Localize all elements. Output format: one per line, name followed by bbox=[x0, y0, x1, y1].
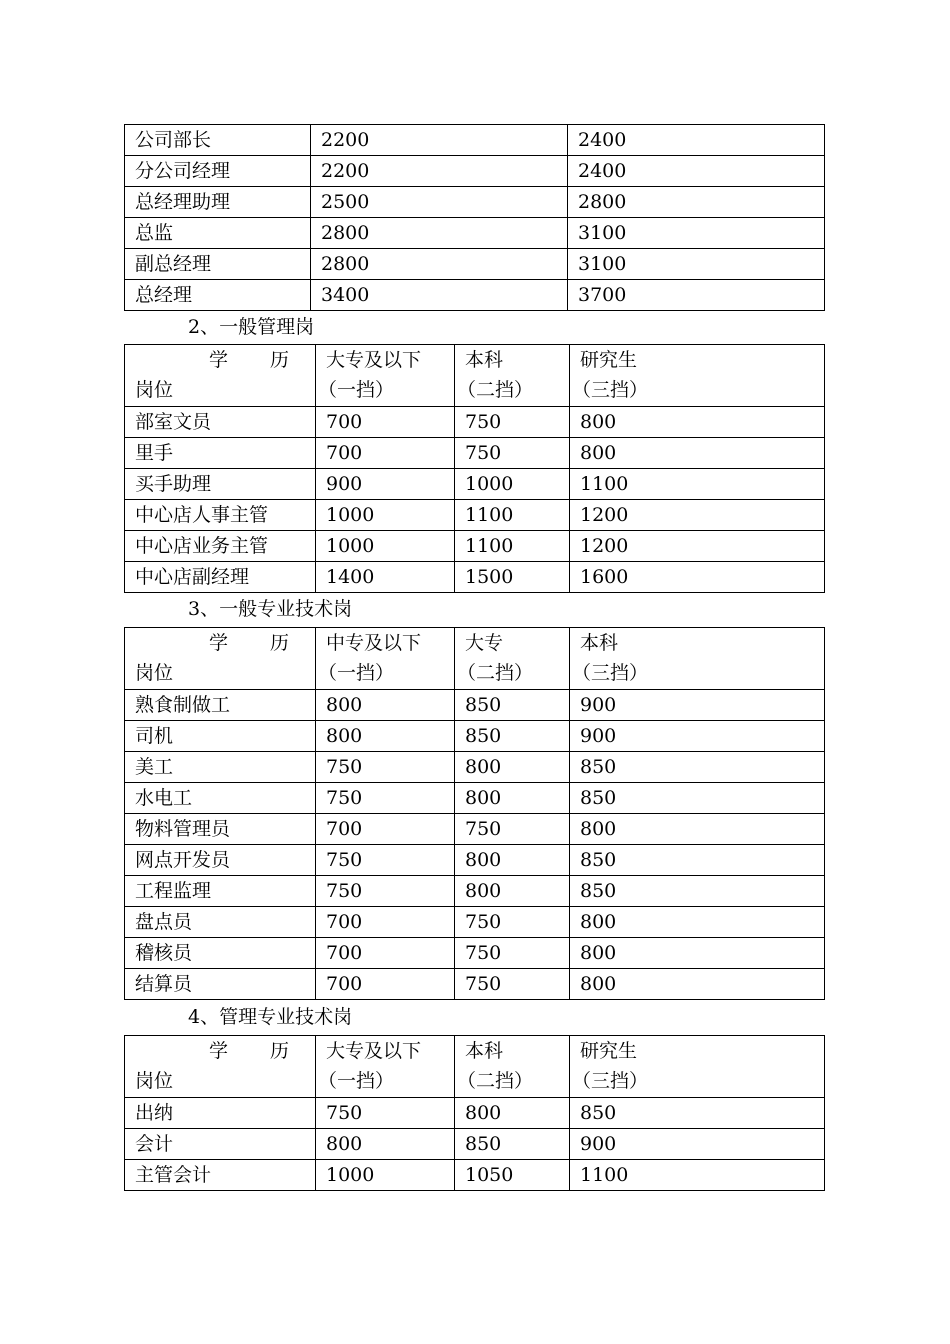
position-label: 岗位 bbox=[135, 1070, 174, 1092]
position-cell: 工程监理 bbox=[125, 876, 316, 907]
salary-cell: 1000 bbox=[316, 500, 455, 531]
table-row bbox=[125, 814, 825, 845]
salary-cell: 700 bbox=[316, 438, 455, 469]
column-header-tier-1 bbox=[316, 345, 455, 407]
salary-cell: 900 bbox=[570, 721, 825, 752]
table-row bbox=[125, 531, 825, 562]
salary-cell: 750 bbox=[455, 938, 570, 969]
salary-cell: 1100 bbox=[455, 531, 570, 562]
salary-cell: 850 bbox=[570, 1098, 825, 1129]
position-cell: 司机 bbox=[125, 721, 316, 752]
salary-cell: 2200 bbox=[311, 125, 568, 156]
position-cell: 总经理助理 bbox=[125, 187, 311, 218]
salary-cell: 850 bbox=[455, 1129, 570, 1160]
salary-cell: 1200 bbox=[570, 500, 825, 531]
salary-cell: 800 bbox=[570, 907, 825, 938]
table-row bbox=[125, 500, 825, 531]
table-header-row bbox=[125, 1036, 825, 1098]
salary-cell: 1050 bbox=[455, 1160, 570, 1191]
education-label: 学 历 bbox=[208, 1040, 307, 1062]
section-heading-general-management: 2、一般管理岗 bbox=[188, 316, 315, 338]
salary-cell: 1100 bbox=[455, 500, 570, 531]
salary-cell: 750 bbox=[455, 438, 570, 469]
column-header-tier: （二挡） bbox=[457, 1070, 534, 1092]
column-header-tier: （二挡） bbox=[457, 379, 534, 401]
salary-cell: 1600 bbox=[570, 562, 825, 593]
column-header-tier-2 bbox=[455, 345, 570, 407]
salary-cell: 800 bbox=[455, 876, 570, 907]
salary-cell: 800 bbox=[455, 845, 570, 876]
position-cell: 水电工 bbox=[125, 783, 316, 814]
position-cell: 总监 bbox=[125, 218, 311, 249]
position-cell: 结算员 bbox=[125, 969, 316, 1000]
column-header-tier: （三挡） bbox=[572, 379, 649, 401]
salary-cell: 800 bbox=[455, 752, 570, 783]
position-cell: 总经理 bbox=[125, 280, 311, 311]
column-header-tier-3 bbox=[570, 1036, 825, 1098]
salary-cell: 850 bbox=[455, 721, 570, 752]
salary-cell: 1400 bbox=[316, 562, 455, 593]
column-header-label: 本科 bbox=[465, 1040, 504, 1062]
salary-cell: 2800 bbox=[568, 187, 825, 218]
position-cell: 稽核员 bbox=[125, 938, 316, 969]
table-row bbox=[125, 469, 825, 500]
salary-cell: 800 bbox=[570, 438, 825, 469]
position-cell: 部室文员 bbox=[125, 407, 316, 438]
table-body bbox=[125, 345, 825, 593]
salary-cell: 1100 bbox=[570, 469, 825, 500]
table-row bbox=[125, 438, 825, 469]
column-header-tier: （一挡） bbox=[318, 662, 395, 684]
salary-cell: 750 bbox=[316, 752, 455, 783]
salary-cell: 700 bbox=[316, 407, 455, 438]
position-cell: 公司部长 bbox=[125, 125, 311, 156]
table-row bbox=[125, 249, 825, 280]
salary-cell: 800 bbox=[316, 721, 455, 752]
salary-cell: 700 bbox=[316, 969, 455, 1000]
column-header-tier-1 bbox=[316, 628, 455, 690]
column-header-label: 中专及以下 bbox=[326, 632, 422, 654]
table-row bbox=[125, 783, 825, 814]
salary-cell: 1000 bbox=[316, 531, 455, 562]
education-label: 学 历 bbox=[208, 349, 307, 371]
table-row bbox=[125, 721, 825, 752]
salary-cell: 900 bbox=[570, 1129, 825, 1160]
column-header-label: 大专及以下 bbox=[326, 349, 422, 371]
salary-cell: 3700 bbox=[568, 280, 825, 311]
salary-cell: 800 bbox=[570, 814, 825, 845]
section-heading-general-technical: 3、一般专业技术岗 bbox=[188, 598, 353, 620]
salary-cell: 850 bbox=[570, 876, 825, 907]
salary-cell: 800 bbox=[316, 690, 455, 721]
column-header-tier-2 bbox=[455, 628, 570, 690]
salary-cell: 800 bbox=[316, 1129, 455, 1160]
position-cell: 里手 bbox=[125, 438, 316, 469]
salary-cell: 2200 bbox=[311, 156, 568, 187]
position-cell: 美工 bbox=[125, 752, 316, 783]
position-cell: 中心店副经理 bbox=[125, 562, 316, 593]
table-row bbox=[125, 1098, 825, 1129]
table-row bbox=[125, 752, 825, 783]
column-header-label: 大专 bbox=[465, 632, 504, 654]
position-label: 岗位 bbox=[135, 379, 174, 401]
position-cell: 中心店业务主管 bbox=[125, 531, 316, 562]
column-header-tier-2 bbox=[455, 1036, 570, 1098]
table-row bbox=[125, 187, 825, 218]
position-cell: 中心店人事主管 bbox=[125, 500, 316, 531]
salary-cell: 850 bbox=[455, 690, 570, 721]
position-label: 岗位 bbox=[135, 662, 174, 684]
column-header-tier: （一挡） bbox=[318, 1070, 395, 1092]
position-cell: 买手助理 bbox=[125, 469, 316, 500]
salary-cell: 1500 bbox=[455, 562, 570, 593]
salary-cell: 1200 bbox=[570, 531, 825, 562]
salary-cell: 2800 bbox=[311, 249, 568, 280]
salary-cell: 3100 bbox=[568, 249, 825, 280]
salary-cell: 3400 bbox=[311, 280, 568, 311]
salary-cell: 750 bbox=[316, 783, 455, 814]
column-header-tier: （一挡） bbox=[318, 379, 395, 401]
position-cell: 盘点员 bbox=[125, 907, 316, 938]
salary-cell: 2800 bbox=[311, 218, 568, 249]
salary-cell: 750 bbox=[455, 907, 570, 938]
table-body bbox=[125, 125, 825, 311]
table-row bbox=[125, 969, 825, 1000]
table-body bbox=[125, 628, 825, 1000]
position-cell: 熟食制做工 bbox=[125, 690, 316, 721]
position-cell: 副总经理 bbox=[125, 249, 311, 280]
column-header-tier: （二挡） bbox=[457, 662, 534, 684]
table-header-row bbox=[125, 628, 825, 690]
salary-cell: 800 bbox=[570, 969, 825, 1000]
salary-cell: 850 bbox=[570, 783, 825, 814]
salary-cell: 750 bbox=[316, 1098, 455, 1129]
salary-cell: 800 bbox=[570, 407, 825, 438]
salary-table-general-technical bbox=[124, 627, 825, 1000]
salary-cell: 3100 bbox=[568, 218, 825, 249]
column-header-label: 本科 bbox=[465, 349, 504, 371]
salary-cell: 850 bbox=[570, 752, 825, 783]
salary-cell: 800 bbox=[570, 938, 825, 969]
salary-cell: 800 bbox=[455, 783, 570, 814]
salary-cell: 700 bbox=[316, 907, 455, 938]
table-row bbox=[125, 280, 825, 311]
table-row bbox=[125, 690, 825, 721]
salary-table-general-management bbox=[124, 344, 825, 593]
salary-cell: 1000 bbox=[316, 1160, 455, 1191]
salary-cell: 700 bbox=[316, 938, 455, 969]
salary-cell: 800 bbox=[455, 1098, 570, 1129]
table-header-row bbox=[125, 345, 825, 407]
salary-cell: 700 bbox=[316, 814, 455, 845]
salary-cell: 750 bbox=[316, 845, 455, 876]
table-row bbox=[125, 1160, 825, 1191]
salary-cell: 850 bbox=[570, 845, 825, 876]
table-row bbox=[125, 407, 825, 438]
table-row bbox=[125, 938, 825, 969]
position-cell: 会计 bbox=[125, 1129, 316, 1160]
salary-cell: 750 bbox=[455, 814, 570, 845]
salary-cell: 750 bbox=[316, 876, 455, 907]
column-header-tier: （三挡） bbox=[572, 662, 649, 684]
table-row bbox=[125, 156, 825, 187]
table-row bbox=[125, 845, 825, 876]
salary-cell: 900 bbox=[570, 690, 825, 721]
column-header-tier-3 bbox=[570, 345, 825, 407]
column-header-tier: （三挡） bbox=[572, 1070, 649, 1092]
salary-cell: 900 bbox=[316, 469, 455, 500]
column-header-tier-3 bbox=[570, 628, 825, 690]
section-heading-management-technical: 4、管理专业技术岗 bbox=[188, 1006, 353, 1028]
position-cell: 分公司经理 bbox=[125, 156, 311, 187]
salary-cell: 2400 bbox=[568, 125, 825, 156]
header-corner-cell bbox=[125, 345, 316, 407]
column-header-tier-1 bbox=[316, 1036, 455, 1098]
position-cell: 网点开发员 bbox=[125, 845, 316, 876]
salary-table-senior-management bbox=[124, 124, 825, 311]
table-body bbox=[125, 1036, 825, 1191]
salary-cell: 2500 bbox=[311, 187, 568, 218]
position-cell: 主管会计 bbox=[125, 1160, 316, 1191]
salary-cell: 1000 bbox=[455, 469, 570, 500]
header-corner-cell bbox=[125, 1036, 316, 1098]
table-row bbox=[125, 1129, 825, 1160]
salary-cell: 2400 bbox=[568, 156, 825, 187]
salary-table-management-technical bbox=[124, 1035, 825, 1191]
position-cell: 出纳 bbox=[125, 1098, 316, 1129]
column-header-label: 研究生 bbox=[580, 349, 638, 371]
column-header-label: 本科 bbox=[580, 632, 619, 654]
table-row bbox=[125, 907, 825, 938]
header-corner-cell bbox=[125, 628, 316, 690]
table-row bbox=[125, 218, 825, 249]
education-label: 学 历 bbox=[208, 632, 307, 654]
salary-cell: 1100 bbox=[570, 1160, 825, 1191]
position-cell: 物料管理员 bbox=[125, 814, 316, 845]
table-row bbox=[125, 125, 825, 156]
table-row bbox=[125, 562, 825, 593]
column-header-label: 大专及以下 bbox=[326, 1040, 422, 1062]
table-row bbox=[125, 876, 825, 907]
column-header-label: 研究生 bbox=[580, 1040, 638, 1062]
salary-cell: 750 bbox=[455, 969, 570, 1000]
salary-cell: 750 bbox=[455, 407, 570, 438]
